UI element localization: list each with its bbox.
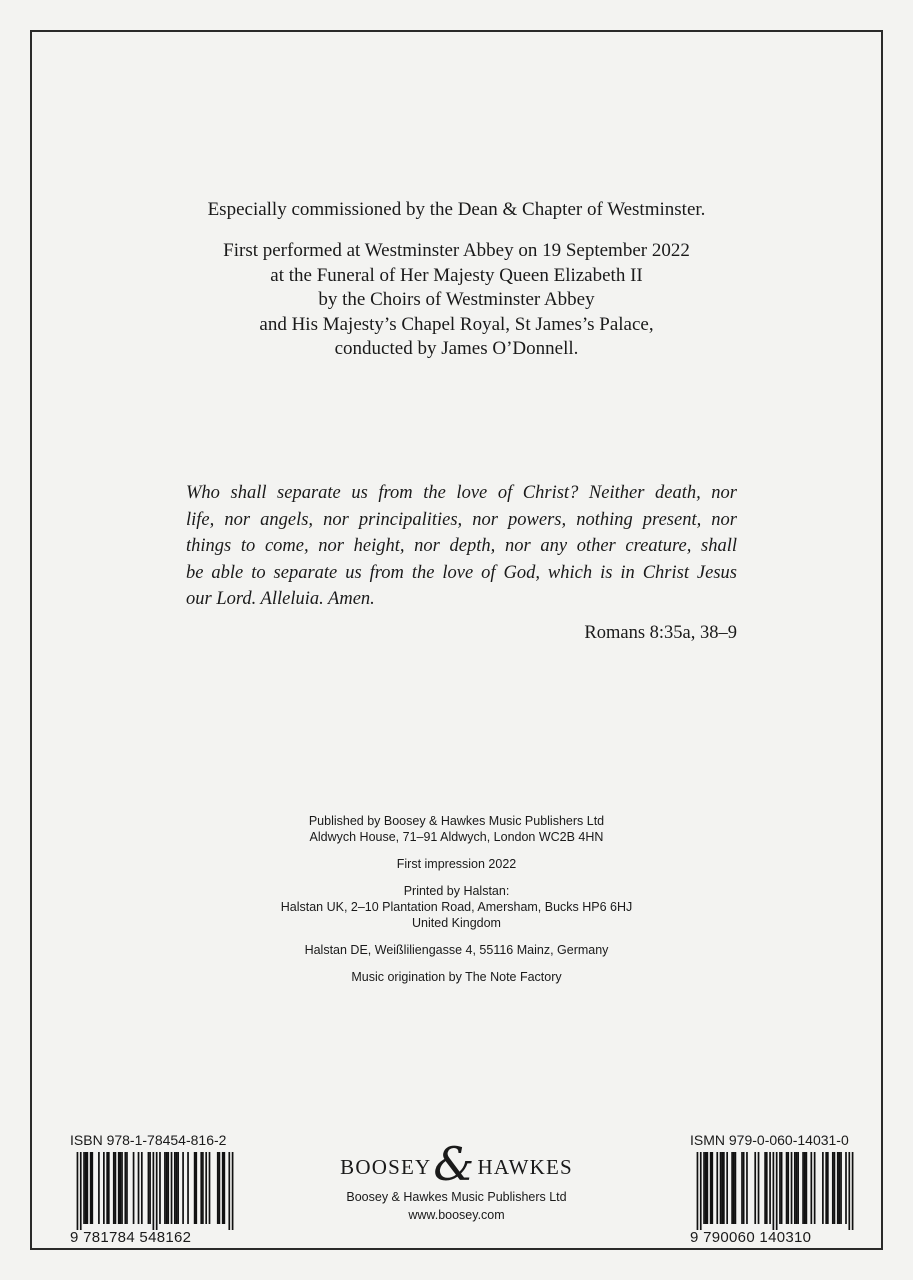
logo-company-name: Boosey & Hawkes Music Publishers Ltd — [346, 1190, 567, 1204]
barcode-bar — [731, 1152, 733, 1224]
barcode-bar — [810, 1152, 812, 1224]
logo-hawkes: HAWKES — [477, 1154, 573, 1179]
barcode-bar — [804, 1152, 806, 1224]
barcode-bar — [797, 1152, 799, 1224]
barcode-bar — [832, 1152, 834, 1224]
barcode-bar — [814, 1152, 816, 1224]
barcode-bar — [769, 1152, 771, 1224]
barcode-bar — [773, 1152, 775, 1230]
ismn-label: ISMN 979-0-060-14031-0 — [690, 1132, 849, 1148]
printer-heading: Printed by Halstan: — [403, 884, 510, 898]
quote-line: be able to separate us from the love of God, which is in Christ Jesus — [186, 562, 737, 583]
barcode-bar — [796, 1152, 798, 1224]
barcode-bar — [705, 1152, 707, 1224]
barcode-bar — [716, 1152, 718, 1224]
printer-uk-country: United Kingdom — [412, 916, 501, 930]
performance-line: First performed at Westminster Abbey on 19 September 2022 — [223, 240, 690, 261]
barcode-bar — [700, 1152, 702, 1230]
quote-line: things to come, nor height, nor depth, nor any other creature, shall — [186, 536, 737, 556]
scripture-quote — [186, 480, 737, 613]
imprint-block — [0, 813, 913, 996]
printer-uk: Halstan UK, 2–10 Plantation Road, Amersham, Bucks HP6 6HJ — [280, 900, 633, 914]
publisher-address: Aldwych House, 71–91 Aldwych, London WC2B 4HN — [309, 830, 604, 844]
barcode-bar — [806, 1152, 808, 1224]
barcode-bar — [710, 1152, 712, 1224]
ismn-digits: 9 790060 140310 — [690, 1229, 812, 1246]
quote-line: life, nor angels, nor principalities, nor powers, nothing present, nor — [186, 509, 737, 530]
barcode-bar — [802, 1152, 804, 1224]
barcode-bar — [703, 1152, 705, 1224]
barcode-bar — [721, 1152, 723, 1224]
barcode-bar — [766, 1152, 768, 1224]
barcode-bar — [852, 1152, 854, 1230]
performance-line: conducted by James O’Donnell. — [334, 338, 579, 359]
logo-website: www.boosey.com — [408, 1208, 505, 1222]
performance-line: at the Funeral of Her Majesty Queen Elizabeth II — [270, 264, 643, 286]
barcode-bar — [837, 1152, 839, 1224]
logo-boosey: BOOSEY — [340, 1154, 432, 1179]
barcode-bar — [834, 1152, 836, 1224]
barcode-bar — [764, 1152, 766, 1224]
ismn-barcode-block — [690, 1132, 870, 1246]
impression-note: First impression 2022 — [396, 857, 517, 871]
barcode-bar — [733, 1152, 735, 1224]
barcode-bar — [746, 1152, 748, 1224]
quote-line: our Lord. Alleluia. Amen. — [186, 589, 375, 609]
isbn-digits: 9 781784 548162 — [70, 1229, 192, 1246]
barcode-bar — [720, 1152, 722, 1224]
barcode-bar — [781, 1152, 783, 1224]
barcode-bar — [707, 1152, 709, 1224]
barcode-bar — [743, 1152, 745, 1224]
barcode-bar — [787, 1152, 789, 1224]
barcode-bar — [822, 1152, 824, 1224]
printer-info — [0, 883, 913, 931]
commission-note: Especially commissioned by the Dean & Chapter of Westminster. — [207, 199, 706, 220]
barcode-bar — [791, 1152, 793, 1224]
barcode-bar — [786, 1152, 788, 1224]
barcode-bar — [754, 1152, 756, 1224]
performance-note — [0, 239, 913, 362]
barcode-bar — [741, 1152, 743, 1224]
barcode-bar — [723, 1152, 725, 1224]
logo-ampersand: & — [433, 1137, 476, 1191]
publisher-info — [0, 813, 913, 845]
ismn-barcode — [690, 1152, 860, 1230]
quote-line: Who shall separate us from the love of Christ? Neither death, nor — [186, 483, 737, 503]
barcode-bar — [827, 1152, 829, 1224]
performance-line: and His Majesty’s Chapel Royal, St James’s Palace, — [259, 313, 654, 335]
barcode-bar — [735, 1152, 737, 1224]
barcode-bar — [697, 1152, 699, 1230]
scripture-citation: Romans 8:35a, 38–9 — [584, 623, 737, 643]
barcode-bar — [758, 1152, 760, 1224]
performance-line: by the Choirs of Westminster Abbey — [318, 289, 595, 310]
publisher-line: Published by Boosey & Hawkes Music Publishers Ltd — [308, 814, 605, 828]
barcode-bar — [726, 1152, 728, 1224]
barcode-bar — [776, 1152, 778, 1230]
barcode-bar — [779, 1152, 781, 1224]
barcode-bar — [845, 1152, 847, 1224]
barcode-bar — [794, 1152, 796, 1224]
barcode-bar — [825, 1152, 827, 1224]
printer-de: Halstan DE, Weißliliengasse 4, 55116 Mainz, Germany — [304, 943, 609, 957]
origination-note: Music origination by The Note Factory — [351, 970, 562, 984]
barcode-bar — [840, 1152, 842, 1224]
barcode-bar — [839, 1152, 841, 1224]
isbn-label: ISBN 978-1-78454-816-2 — [70, 1132, 227, 1148]
logo-wordmark — [340, 1137, 573, 1191]
barcode-bar — [711, 1152, 713, 1224]
barcode-bar — [848, 1152, 850, 1230]
